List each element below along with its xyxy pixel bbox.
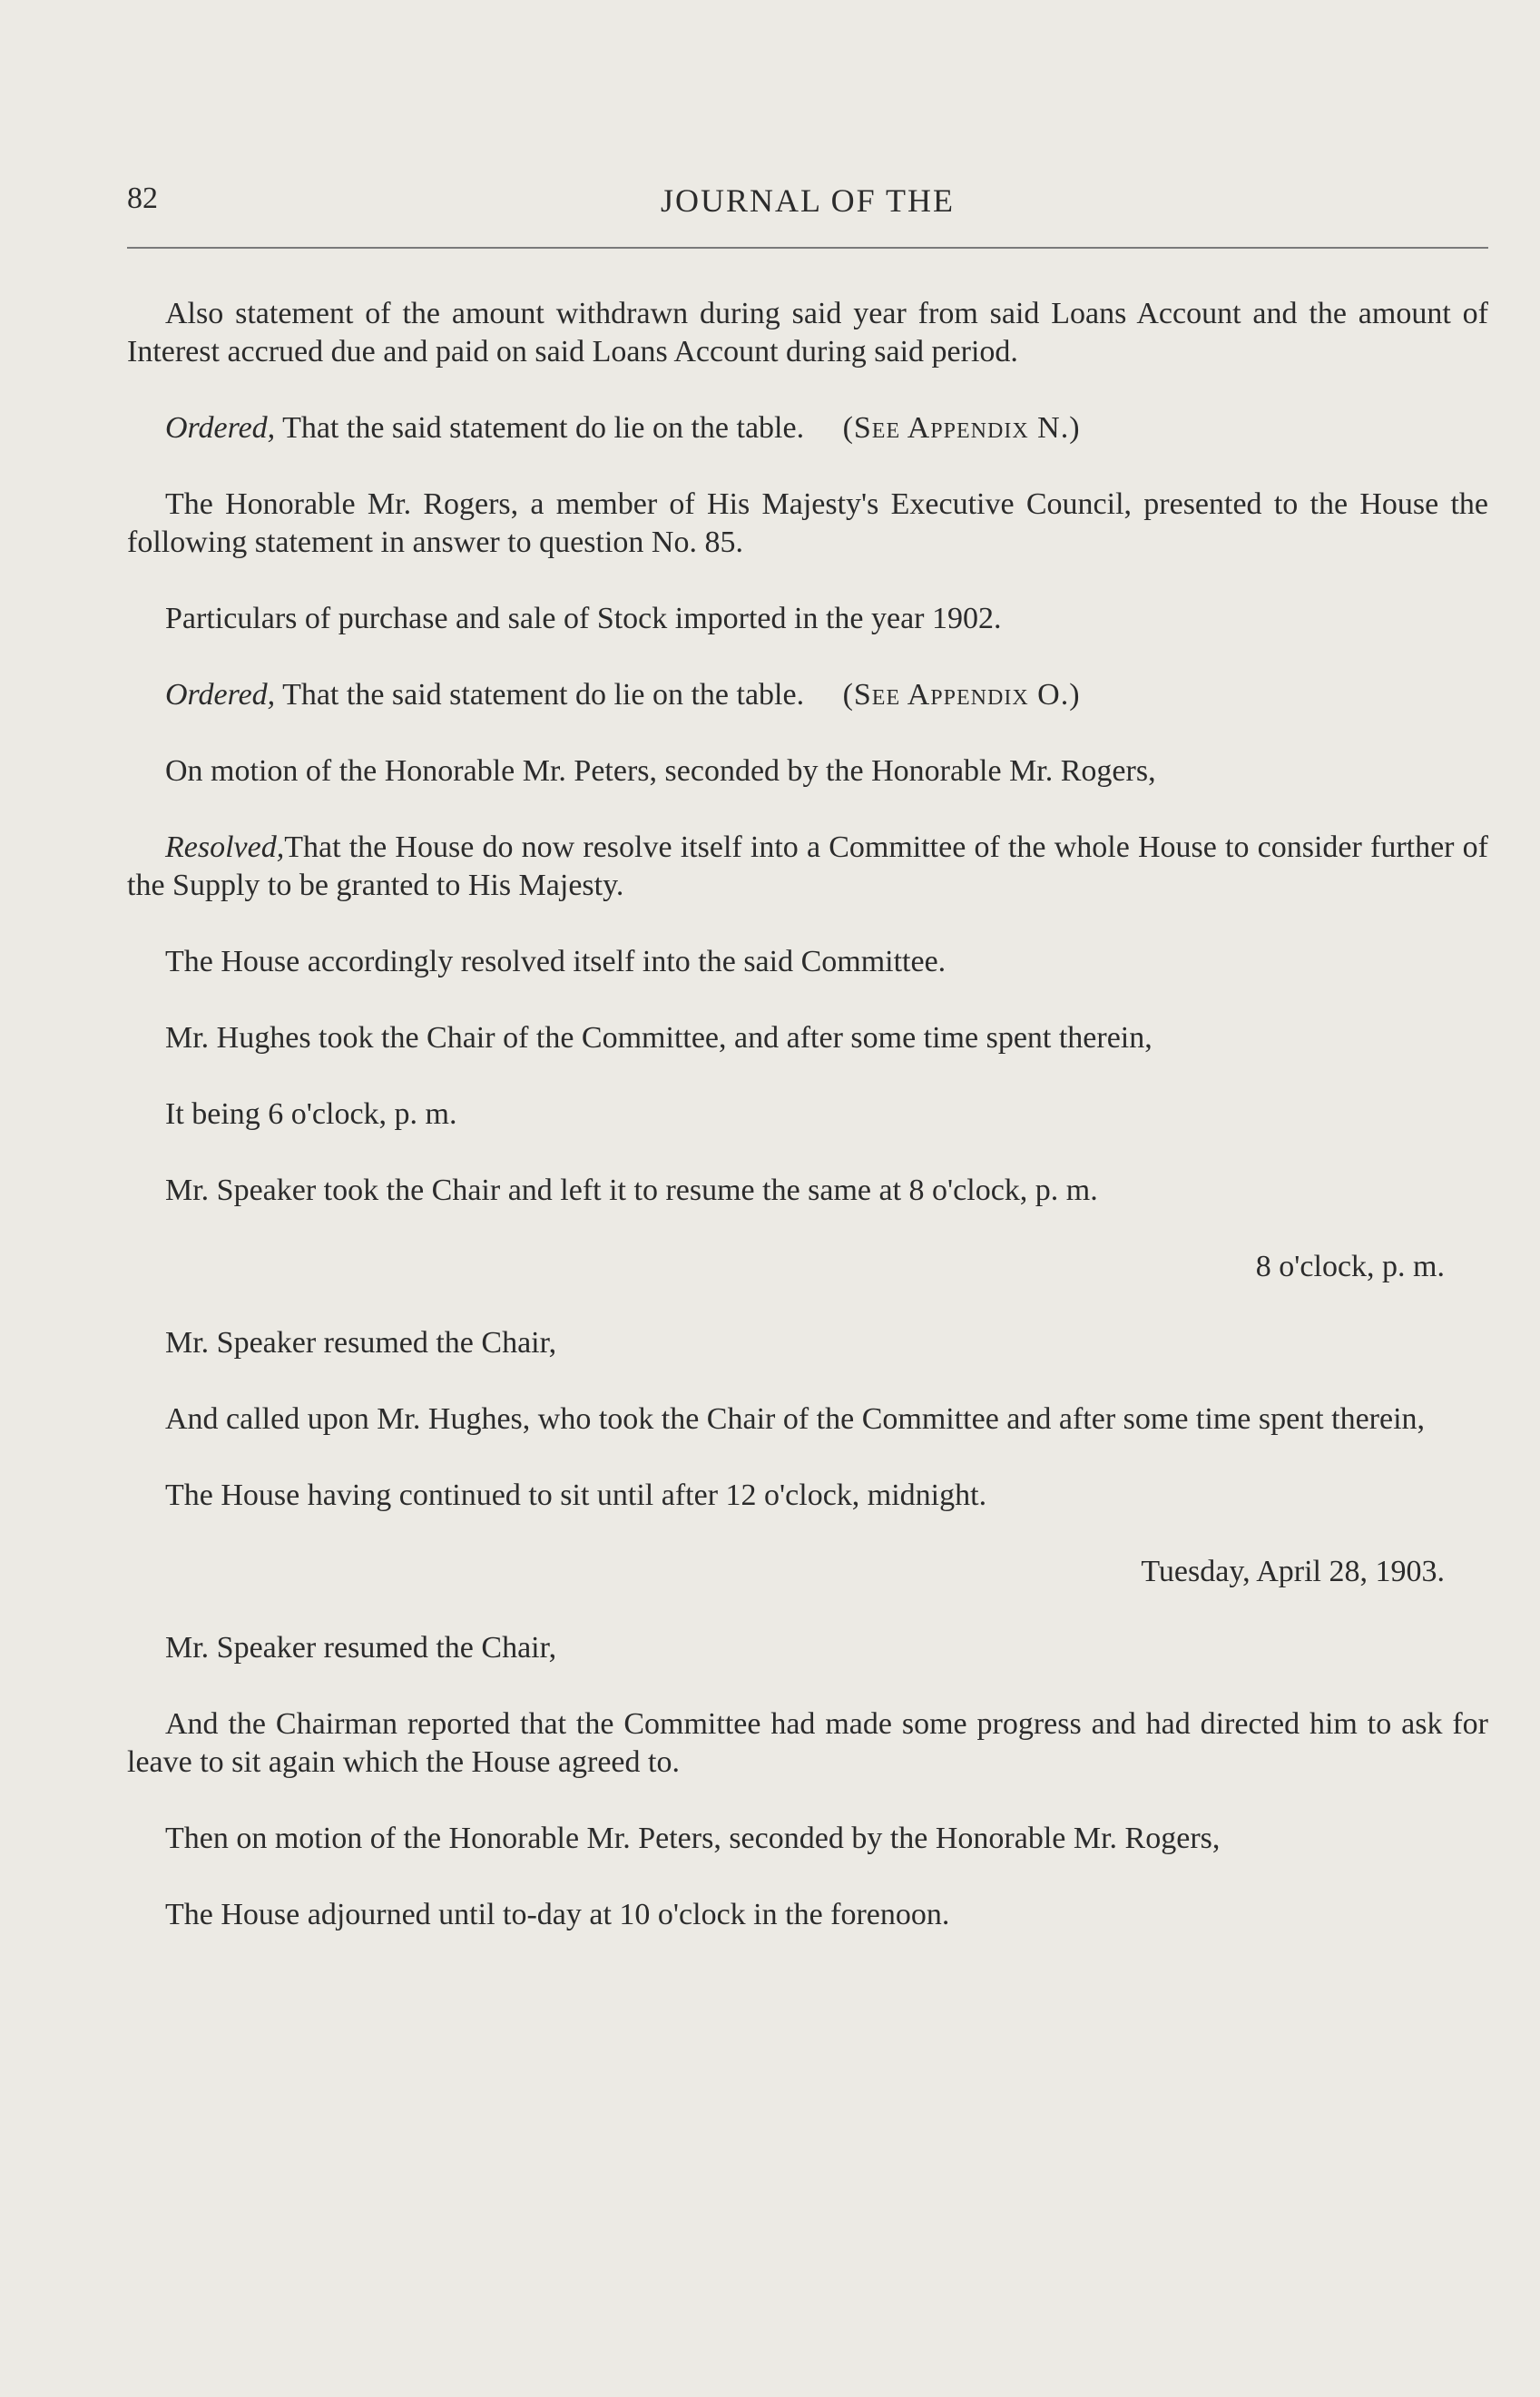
resolved-text: That the House do now resolve itself into a Committee of the whole House to consider further of the Supply to be granted to His Majesty.	[127, 830, 1488, 902]
paragraph-speaker-resumed-2: Mr. Speaker resumed the Chair,	[165, 1631, 557, 1665]
paragraph-midnight: The House having continued to sit until after 12 o'clock, midnight.	[165, 1478, 987, 1512]
ordered-label: Ordered,	[165, 411, 276, 445]
paragraph-stock-particulars: Particulars of purchase and sale of Stock imported in the year 1902.	[165, 602, 1002, 635]
paragraph-speaker-left: Mr. Speaker took the Chair and left it to resume the same at 8 o'clock, p. m.	[165, 1174, 1098, 1207]
paragraph-committee-resolved: The House accordingly resolved itself into the said Committee.	[165, 945, 947, 978]
paragraph-ordered-appendix-o	[127, 676, 1488, 714]
page-header	[127, 182, 1488, 245]
time-heading: 8 o'clock, p. m.	[1255, 1250, 1445, 1283]
appendix-reference: (See Appendix N.)	[842, 411, 1081, 445]
resolved-label: Resolved,	[165, 830, 285, 864]
paragraph-adjourned: The House adjourned until to-day at 10 o'clock in the forenoon.	[165, 1898, 950, 1931]
header-rule	[127, 247, 1488, 249]
running-title: JOURNAL OF THE	[660, 182, 955, 219]
page-number: 82	[127, 182, 158, 215]
paragraph-loans-statement: Also statement of the amount withdrawn during said year from said Loans Account and the amount of Interest accrued due and paid on said Loans Account during said period.	[127, 297, 1488, 368]
paragraph-resolved	[127, 829, 1488, 905]
paragraph-chairman-report: And the Chairman reported that the Committee had made some progress and had directed him to ask for leave to sit again which the House agreed to.	[127, 1707, 1488, 1779]
paragraph-called-hughes: And called upon Mr. Hughes, who took the Chair of the Committee and after some time spent therein,	[165, 1402, 1426, 1436]
date-heading: Tuesday, April 28, 1903.	[1141, 1555, 1445, 1588]
paragraph-ordered-appendix-n	[127, 409, 1488, 447]
journal-body	[127, 295, 1488, 1972]
ordered-text: That the said statement do lie on the table.	[275, 678, 805, 712]
paragraph-six-oclock: It being 6 o'clock, p. m.	[165, 1097, 457, 1131]
paragraph-motion-peters: On motion of the Honorable Mr. Peters, seconded by the Honorable Mr. Rogers,	[165, 754, 1156, 788]
ordered-text: That the said statement do lie on the table.	[275, 411, 805, 445]
paragraph-rogers-statement: The Honorable Mr. Rogers, a member of His Majesty's Executive Council, presented to the House the following statement in answer to question No. 85.	[127, 487, 1488, 559]
paragraph-hughes-chair: Mr. Hughes took the Chair of the Committee, and after some time spent therein,	[165, 1021, 1153, 1055]
paragraph-speaker-resumed: Mr. Speaker resumed the Chair,	[165, 1326, 557, 1360]
appendix-reference: (See Appendix O.)	[842, 678, 1081, 712]
paragraph-motion-peters-2: Then on motion of the Honorable Mr. Peters, seconded by the Honorable Mr. Rogers,	[165, 1822, 1221, 1855]
ordered-label: Ordered,	[165, 678, 276, 712]
